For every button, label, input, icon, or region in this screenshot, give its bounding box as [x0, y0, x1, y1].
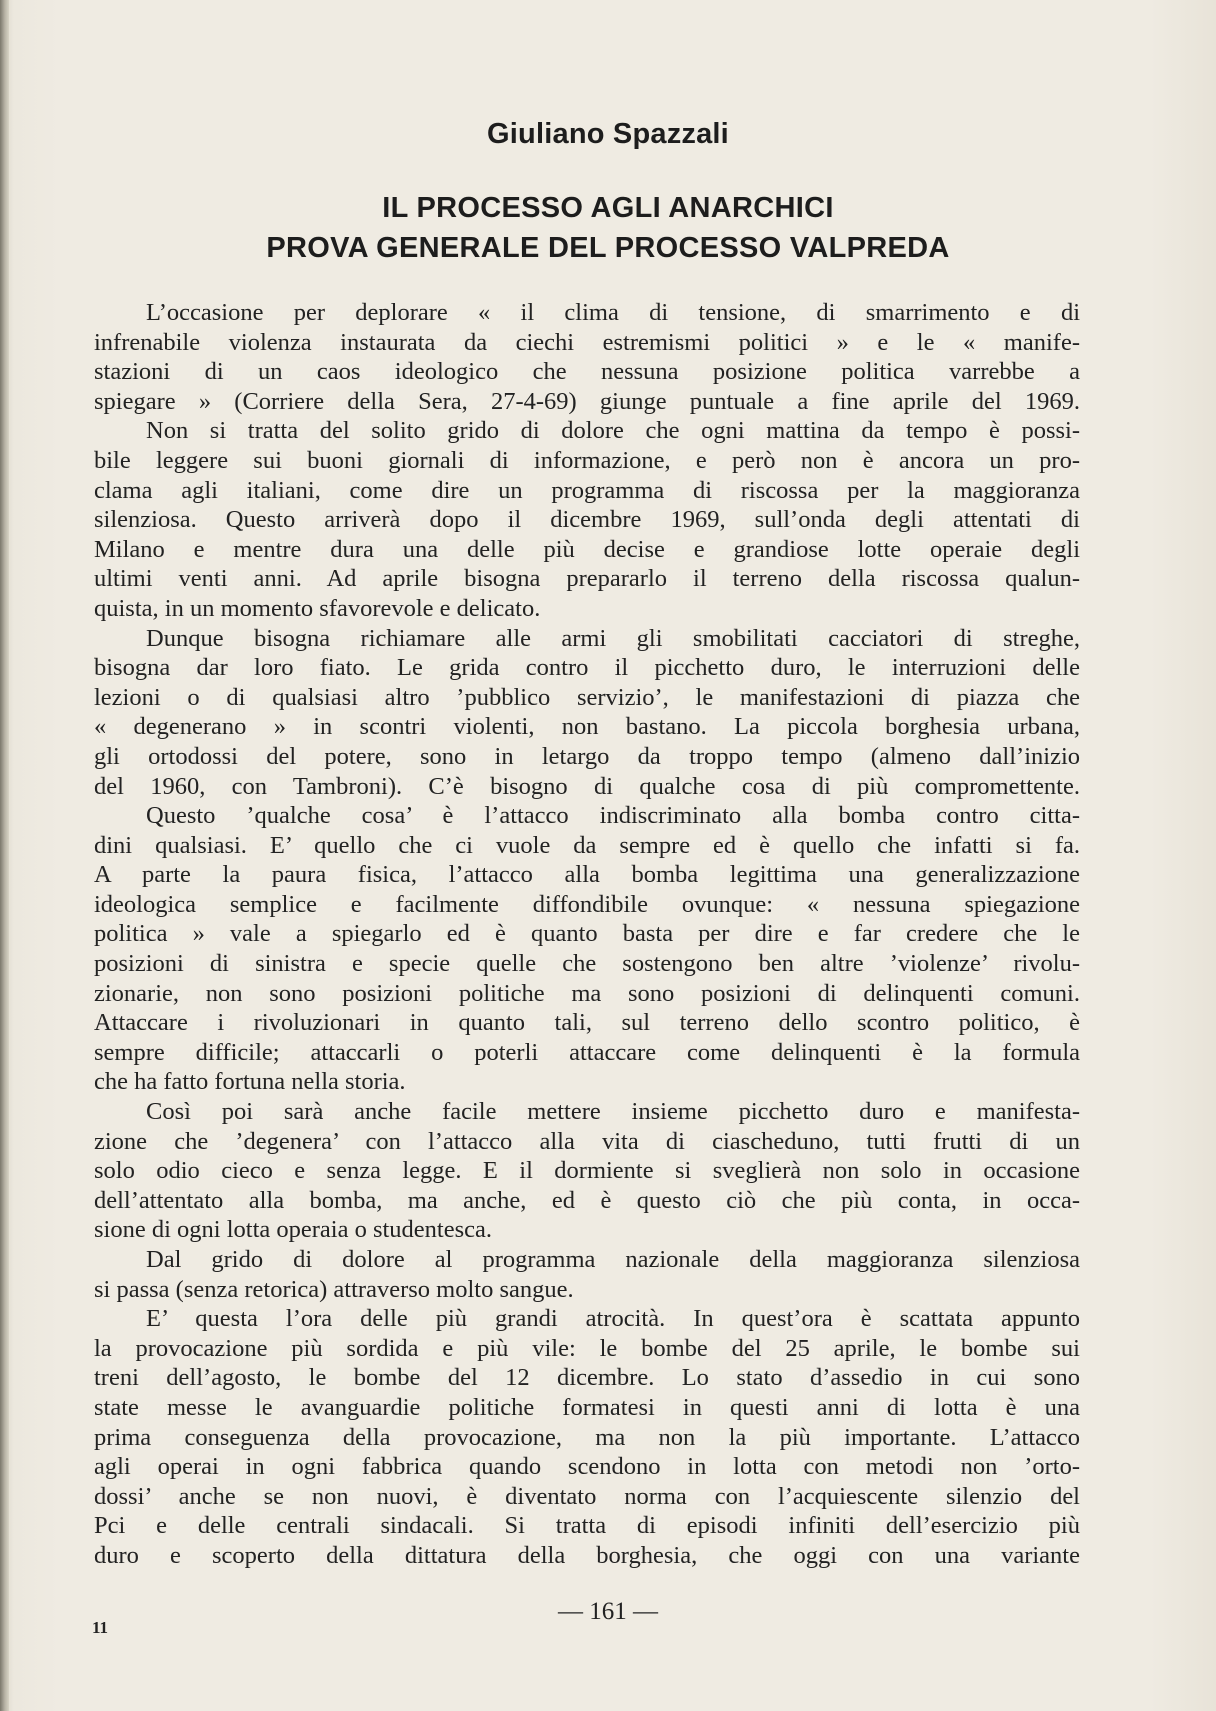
body-line: lezioni o di qualsiasi altro ’pubblico servizio’, le manifestazioni di piazza che: [94, 683, 1080, 711]
body-line: dini qualsiasi. E’ quello che ci vuole da sempre ed è quello che infatti si fa.: [94, 831, 1080, 859]
body-line: L’occasione per deplorare « il clima di tensione, di smarrimento e di: [146, 299, 1080, 326]
body-line: posizioni di sinistra e specie quelle che sostengono ben altre ’violenze’ rivolu-: [94, 950, 1080, 978]
body-line: silenziosa. Questo arriverà dopo il dicembre 1969, sull’onda degli attentati di: [94, 506, 1080, 534]
body-line: treni dell’agosto, le bombe del 12 dicembre. Lo stato d’assedio in cui sono: [94, 1364, 1080, 1392]
body-line: politica » vale a spiegarlo ed è quanto basta per dire e far credere che le: [94, 920, 1080, 948]
body-line: quista, in un momento sfavorevole e delicato.: [94, 594, 541, 622]
body-line: prima conseguenza della provocazione, ma non la più importante. L’attacco: [94, 1423, 1080, 1451]
body-line: E’ questa l’ora delle più grandi atrocità. In quest’ora è scattata appunto: [146, 1305, 1080, 1333]
body-line: Dal grido di dolore al programma nazionale della maggioranza silenziosa: [146, 1246, 1080, 1273]
body-line: dossi’ anche se non nuovi, è diventato norma con l’acquiescente silenzio del: [94, 1482, 1080, 1510]
body-line: zione che ’degenera’ con l’attacco alla vita di ciascheduno, tutti frutti di un: [94, 1127, 1080, 1155]
body-line: gli ortodossi del potere, sono in letargo da troppo tempo (almeno dall’inizio: [94, 742, 1080, 770]
body-line: la provocazione più sordida e più vile: le bombe del 25 aprile, le bombe sui: [94, 1334, 1080, 1362]
body-line: stazioni di un caos ideologico che nessuna posizione politica varrebbe a: [94, 358, 1080, 386]
article-title: [0, 188, 1216, 268]
body-line: Non si tratta del solito grido di dolore che ogni mattina da tempo è possi-: [146, 417, 1080, 445]
body-line: infrenabile violenza instaurata da ciechi estremismi politici » e le « manife-: [94, 328, 1080, 356]
title-line-1: IL PROCESSO AGLI ANARCHICI: [382, 192, 834, 224]
body-line: « degenerano » in scontri violenti, non bastano. La piccola borghesia urbana,: [94, 713, 1080, 741]
body-line: Pci e delle centrali sindacali. Si tratta di episodi infiniti dell’esercizio più: [94, 1512, 1080, 1540]
signature-mark: 11: [92, 1618, 109, 1637]
author-name: Giuliano Spazzali: [487, 118, 729, 150]
body-line: che ha fatto fortuna nella storia.: [94, 1068, 406, 1096]
body-line: sione di ogni lotta operaia o studentesca.: [94, 1216, 493, 1244]
body-line: state messe le avanguardie politiche formatesi in questi anni di lotta è una: [94, 1393, 1080, 1421]
body-line: zionarie, non sono posizioni politiche ma sono posizioni di delinquenti comuni.: [94, 979, 1080, 1007]
body-line: Attaccare i rivoluzionari in quanto tali, sul terreno dello scontro politico, è: [94, 1009, 1080, 1037]
body-line: solo odio cieco e senza legge. E il dormiente si sveglierà non solo in occasione: [94, 1157, 1080, 1185]
body-line: agli operai in ogni fabbrica quando scendono in lotta con metodi non ’orto-: [94, 1453, 1080, 1481]
body-line: ideologica semplice e facilmente diffondibile ovunque: « nessuna spiegazione: [94, 890, 1080, 918]
body-line: A parte la paura fisica, l’attacco alla bomba legittima una generalizzazione: [94, 861, 1080, 889]
body-line: bile leggere sui buoni giornali di informazione, e però non è ancora un pro-: [94, 446, 1080, 474]
body-line: Milano e mentre dura una delle più decise e grandiose lotte operaie degli: [94, 535, 1080, 563]
body-line: spiegare » (Corriere della Sera, 27-4-69) giunge puntuale a fine aprile del 1969.: [94, 387, 1080, 415]
body-line: Dunque bisogna richiamare alle armi gli smobilitati cacciatori di streghe,: [146, 624, 1080, 652]
body-line: del 1960, con Tambroni). C’è bisogno di qualche cosa di più compromettente.: [94, 772, 1080, 800]
body-line: ultimi venti anni. Ad aprile bisogna prepararlo il terreno della riscossa qualun-: [94, 565, 1080, 593]
page-number: — 161 —: [558, 1598, 658, 1625]
body-line: duro e scoperto della dittatura della borghesia, che oggi con una variante: [94, 1541, 1080, 1569]
body-line: Così poi sarà anche facile mettere insieme picchetto duro e manifesta-: [146, 1098, 1080, 1126]
body-line: si passa (senza retorica) attraverso molto sangue.: [94, 1275, 574, 1303]
body-line: Questo ’qualche cosa’ è l’attacco indiscriminato alla bomba contro citta-: [146, 802, 1080, 830]
body-line: clama agli italiani, come dire un programma di riscossa per la maggioranza: [94, 476, 1080, 504]
body-line: bisogna dar loro fiato. Le grida contro il picchetto duro, le interruzioni delle: [94, 654, 1080, 682]
body-line: dell’attentato alla bomba, ma anche, ed è questo ciò che più conta, in occa-: [94, 1186, 1080, 1214]
body-line: sempre difficile; attaccarli o poterli attaccare come delinquenti è la formula: [94, 1038, 1080, 1066]
title-line-2: PROVA GENERALE DEL PROCESSO VALPREDA: [266, 232, 950, 264]
article-body: [94, 298, 1080, 1571]
